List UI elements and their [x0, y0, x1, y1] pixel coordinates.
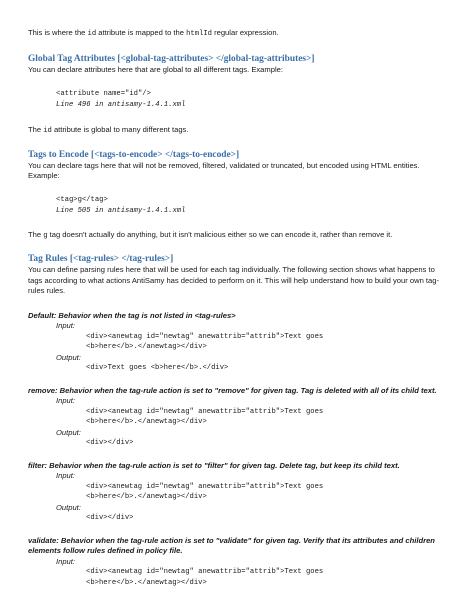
tags-to-encode-heading: Tags to Encode [<tags-to-encode> </tags-to-encode>] [28, 149, 240, 160]
input-code-line: <b>here</b>.</anewtag></div> [86, 493, 207, 501]
example-title: remove: Behavior when the tag-rule action is set to "remove" for given tag. Tag is deleted with all of its child text. [28, 385, 437, 395]
intro-code-htmlid: htmlId [186, 30, 212, 38]
example-remove [28, 386, 448, 449]
example-title: filter: Behavior when the tag-rule action is set to "filter" for given tag. Delete tag, but keep its child text. [28, 460, 400, 470]
note-text-pre: The [28, 229, 44, 239]
note-code-g: g [43, 231, 48, 240]
output-label: Output: [56, 352, 81, 362]
input-label: Input: [56, 471, 75, 480]
code-line: <attribute name="id"/> [56, 90, 151, 98]
example-validate [28, 536, 448, 589]
tags-to-encode-code [28, 195, 448, 217]
input-code-line: <b>here</b>.</anewtag></div> [86, 578, 207, 587]
note-text-pre: The [28, 125, 44, 134]
tag-rules-heading: Tag Rules [<tag-rules> </tag-rules>] [28, 254, 174, 264]
intro-paragraph [28, 28, 448, 40]
code-reference: Line 505 in antisamy-1.4.1.xml [56, 206, 186, 215]
example-default [28, 311, 448, 374]
code-reference: Line 496 in antisamy-1.4.1.xml [56, 101, 186, 109]
output-code-line: <div></div> [86, 439, 134, 447]
output-label: Output: [56, 502, 81, 512]
tag-rules-desc: You can define parsing rules here that will be used for each tag individually. The following section shows what happens to tags according to what actions AntiSamy has decided to perform on it. This will help understand how to build your own tag-rules rules. [28, 265, 439, 295]
example-title: Default: Behavior when the tag is not listed in <tag-rules> [28, 310, 236, 320]
intro-code-id: id [87, 30, 97, 38]
example-filter [28, 461, 448, 524]
intro-text-post: regular expression. [211, 28, 279, 37]
output-label: Output: [56, 427, 81, 437]
input-code-line: <div><anewtag id="newtag" anewattrib="attrib">Text goes [86, 332, 324, 341]
input-code-line: <div><anewtag id="newtag" anewattrib="attrib">Text goes [86, 407, 324, 416]
input-label: Input: [56, 556, 75, 566]
global-tag-attributes-desc: You can declare attributes here that are global to all different tags. Example: [28, 64, 283, 74]
intro-text-pre: This is where the [28, 28, 88, 37]
note-code-id: id [43, 127, 52, 135]
global-tag-attributes-code [28, 89, 448, 111]
note-text-post: attribute is global to many different tags. [51, 125, 189, 134]
global-tag-attributes-note [28, 125, 448, 137]
global-tag-attributes-heading: Global Tag Attributes [<global-tag-attributes> </global-tag-attributes>] [28, 53, 315, 64]
output-code-line: <div>Text goes <b>here</b>.</div> [86, 364, 229, 372]
input-code-line: <b>here</b>.</anewtag></div> [86, 418, 207, 426]
input-code-line: <div><anewtag id="newtag" anewattrib="attrib">Text goes [86, 482, 324, 491]
input-label: Input: [56, 321, 75, 330]
code-line: <tag>g</tag> [56, 195, 108, 204]
tags-to-encode-note [28, 230, 448, 242]
input-code-line: <b>here</b>.</anewtag></div> [86, 343, 207, 351]
output-code-line: <div></div> [86, 514, 134, 522]
intro-text-mid: attribute is mapped to the [96, 28, 187, 37]
input-label: Input: [56, 396, 75, 405]
note-text-post: tag doesn't actually do anything, but it isn't malicious either so we can encode it, rather than remove it. [47, 229, 393, 239]
example-title: validate: Behavior when the tag-rule action is set to "validate" for given tag. Verify that its attributes and children elements follow rules defined in policy file. [28, 535, 435, 555]
input-code-line: <div><anewtag id="newtag" anewattrib="attrib">Text goes [86, 568, 324, 576]
tags-to-encode-desc: You can declare tags here that will not be removed, filtered, validated or truncated, but encoded using HTML entities. Example: [28, 160, 420, 180]
